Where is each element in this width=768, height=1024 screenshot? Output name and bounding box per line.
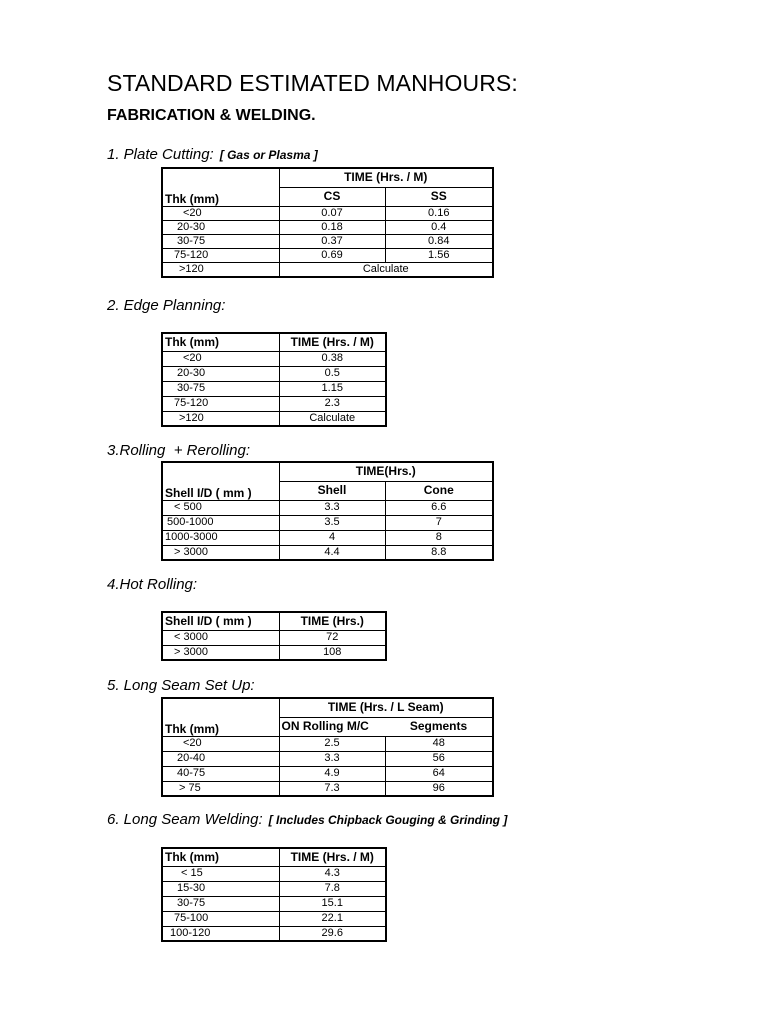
cell-ss: 0.4 (385, 220, 493, 234)
cell-time: 7.8 (279, 881, 386, 896)
cell-shell: 4.4 (279, 545, 385, 560)
header-rolling: ON Rolling M/C (279, 717, 385, 736)
header-cs: CS (279, 187, 385, 206)
header-segments: Segments (385, 717, 493, 736)
section-title: 6. Long Seam Welding: (107, 811, 263, 828)
cell-time: 4.3 (279, 866, 386, 881)
table-row (162, 366, 386, 381)
section-note: [ Gas or Plasma ] (219, 148, 318, 162)
section-title: 4.Hot Rolling: (107, 576, 198, 593)
cell-shell: 3.5 (279, 515, 385, 530)
table-row (162, 766, 493, 781)
cell-thk: 75-120 (162, 396, 279, 411)
section-heading-hot-rolling (107, 576, 197, 594)
cell-thk: <20 (162, 736, 279, 751)
cell-thk: 20-30 (162, 220, 279, 234)
cell-thk: 100-120 (162, 926, 279, 941)
cell-thk: 20-40 (162, 751, 279, 766)
cell-segments: 96 (385, 781, 493, 796)
cell-time: 1.15 (279, 381, 386, 396)
table-row (162, 911, 386, 926)
section-heading-plate-cutting (107, 146, 318, 164)
header-time: TIME (Hrs. / M) (279, 168, 493, 187)
rolling-table (161, 461, 494, 561)
cell-time: 108 (279, 645, 386, 660)
cell-thk: 20-30 (162, 366, 279, 381)
header-thk: Thk (mm) (162, 698, 279, 736)
long-seam-setup-table (161, 697, 494, 797)
section-note: [ Includes Chipback Gouging & Grinding ] (268, 813, 508, 827)
cell-ss: 1.56 (385, 248, 493, 262)
header-thk: Thk (mm) (162, 848, 279, 866)
table-row (162, 220, 493, 234)
table-row (162, 630, 386, 645)
header-time: TIME (Hrs. / L Seam) (279, 698, 493, 717)
cell-thk: 30-75 (162, 234, 279, 248)
table-row (162, 262, 493, 277)
cell-time: 22.1 (279, 911, 386, 926)
cell-cone: 8 (385, 530, 493, 545)
cell-thk: 40-75 (162, 766, 279, 781)
table-row (162, 781, 493, 796)
table-row (162, 866, 386, 881)
page-subtitle: FABRICATION & WELDING. (107, 107, 316, 124)
table-row (162, 396, 386, 411)
table-row (162, 515, 493, 530)
section-heading-edge-planning (107, 297, 225, 315)
table-row (162, 500, 493, 515)
cell-rolling: 2.5 (279, 736, 385, 751)
cell-cone: 7 (385, 515, 493, 530)
cell-time: 0.38 (279, 351, 386, 366)
section-title: 2. Edge Planning: (107, 297, 226, 314)
table-row (162, 645, 386, 660)
cell-time: 15.1 (279, 896, 386, 911)
cell-cs: 0.07 (279, 206, 385, 220)
cell-cs: 0.18 (279, 220, 385, 234)
cell-thk: <20 (162, 351, 279, 366)
cell-thk: >120 (162, 262, 279, 277)
cell-thk: 30-75 (162, 896, 279, 911)
cell-shell: 3.3 (279, 500, 385, 515)
cell-rolling: 4.9 (279, 766, 385, 781)
table-row (162, 896, 386, 911)
cell-id: < 500 (162, 500, 279, 515)
header-thk: Thk (mm) (162, 168, 279, 206)
header-time: TIME (Hrs. / M) (279, 848, 386, 866)
cell-ss: 0.16 (385, 206, 493, 220)
cell-thk: >120 (162, 411, 279, 426)
header-time: TIME(Hrs.) (279, 462, 493, 481)
cell-time: Calculate (279, 411, 386, 426)
table-row (162, 545, 493, 560)
table-row (162, 234, 493, 248)
plate-cutting-table (161, 167, 494, 278)
cell-thk: 15-30 (162, 881, 279, 896)
cell-thk: > 75 (162, 781, 279, 796)
cell-id: < 3000 (162, 630, 279, 645)
header-shell-id: Shell I/D ( mm ) (162, 612, 279, 630)
section-title: 1. Plate Cutting: (107, 146, 214, 163)
cell-segments: 56 (385, 751, 493, 766)
section-heading-long-seam-welding (107, 811, 507, 829)
section-heading-long-seam-setup (107, 677, 255, 695)
header-time: TIME (Hrs.) (279, 612, 386, 630)
header-shell-id: Shell I/D ( mm ) (162, 462, 279, 500)
cell-thk: <20 (162, 206, 279, 220)
header-shell: Shell (279, 481, 385, 500)
cell-thk: 75-100 (162, 911, 279, 926)
section-heading-rolling (107, 442, 250, 460)
table-row (162, 736, 493, 751)
header-time: TIME (Hrs. / M) (279, 333, 386, 351)
table-row (162, 751, 493, 766)
cell-ss: 0.84 (385, 234, 493, 248)
cell-thk: < 15 (162, 866, 279, 881)
page-title: STANDARD ESTIMATED MANHOURS: (107, 70, 518, 96)
cell-calculate: Calculate (279, 262, 493, 277)
cell-id: 1000-3000 (162, 530, 279, 545)
header-ss: SS (385, 187, 493, 206)
cell-time: 29.6 (279, 926, 386, 941)
cell-segments: 64 (385, 766, 493, 781)
header-thk: Thk (mm) (162, 333, 279, 351)
cell-thk: 75-120 (162, 248, 279, 262)
cell-rolling: 3.3 (279, 751, 385, 766)
table-row (162, 381, 386, 396)
header-cone: Cone (385, 481, 493, 500)
table-row (162, 411, 386, 426)
table-row (162, 926, 386, 941)
cell-id: 500-1000 (162, 515, 279, 530)
edge-planning-table (161, 332, 387, 427)
cell-id: > 3000 (162, 545, 279, 560)
section-title: 3.Rolling + Rerolling: (107, 442, 250, 459)
cell-segments: 48 (385, 736, 493, 751)
table-row (162, 881, 386, 896)
cell-id: > 3000 (162, 645, 279, 660)
section-title: 5. Long Seam Set Up: (107, 677, 255, 694)
cell-rolling: 7.3 (279, 781, 385, 796)
cell-cs: 0.37 (279, 234, 385, 248)
long-seam-welding-table (161, 847, 387, 942)
table-row (162, 248, 493, 262)
cell-cone: 6.6 (385, 500, 493, 515)
cell-cs: 0.69 (279, 248, 385, 262)
hot-rolling-table (161, 611, 387, 661)
table-row (162, 351, 386, 366)
cell-time: 72 (279, 630, 386, 645)
cell-shell: 4 (279, 530, 385, 545)
table-row (162, 206, 493, 220)
cell-time: 0.5 (279, 366, 386, 381)
cell-time: 2.3 (279, 396, 386, 411)
cell-cone: 8.8 (385, 545, 493, 560)
cell-thk: 30-75 (162, 381, 279, 396)
table-row (162, 530, 493, 545)
